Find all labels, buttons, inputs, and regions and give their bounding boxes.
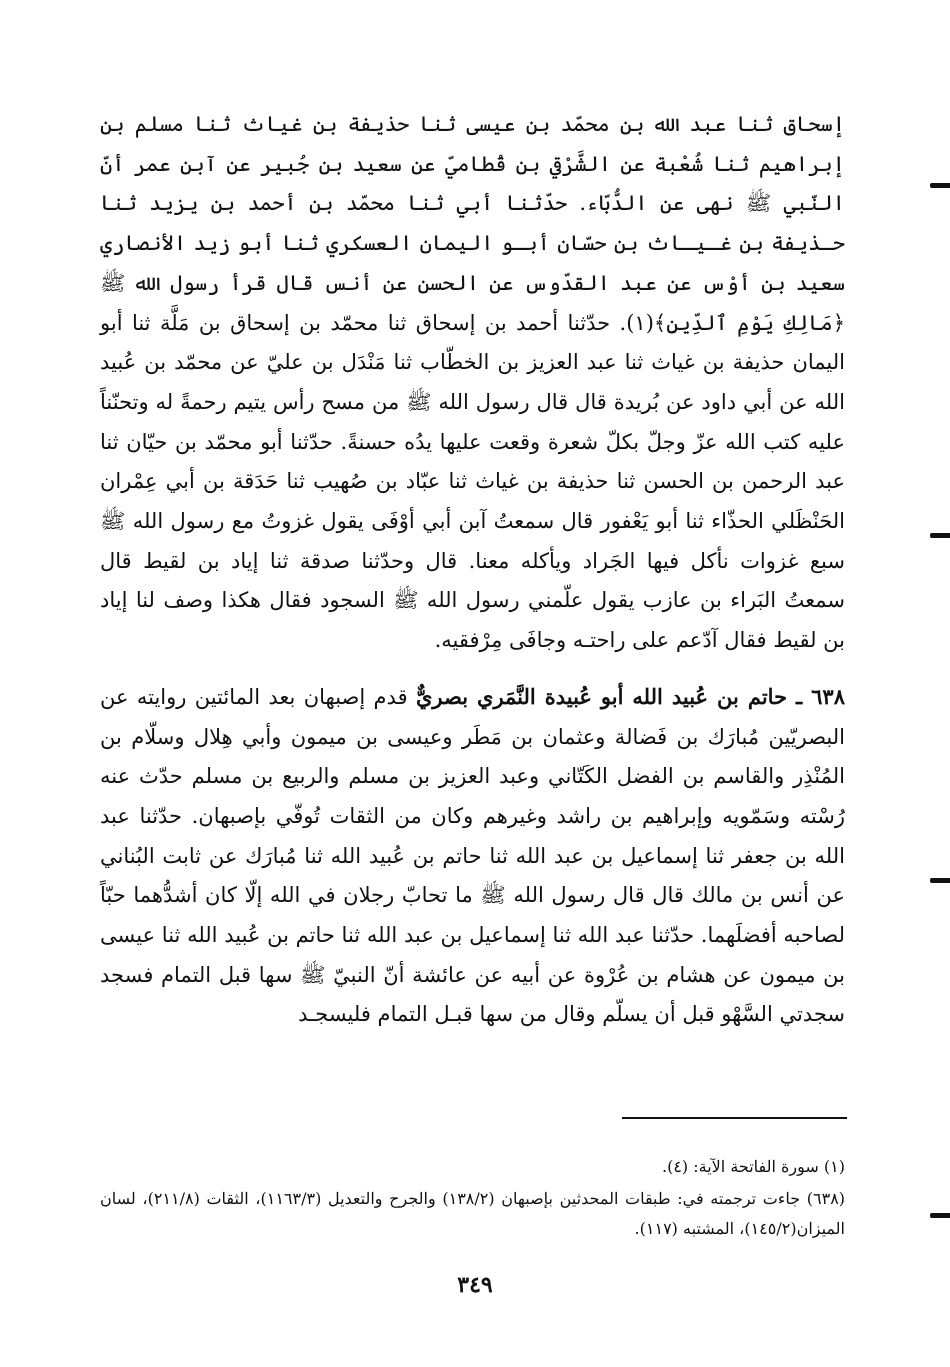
page-number: ٣٤٩ — [457, 1272, 493, 1298]
binding-edge-mark — [930, 533, 950, 538]
footnotes — [100, 1152, 845, 1246]
footnote-638: (٦٣٨) جاءت ترجمته في: طبقات المحدثين بإصبهان (١٣٨/٢) والجرح والتعديل (١١٦٣/٣)، الثقات (٢١١/٨)، لسان الميزان(١٤٥/٢)، المشتبه (١١٧). — [100, 1189, 846, 1238]
footnote-1: (١) سورة الفاتحة الآية: (٤). — [661, 1157, 845, 1176]
binding-edge-mark — [930, 1213, 950, 1218]
entry-heading: ٦٣٨ ـ حاتم بن عُبيد الله أبو عُبيدة النَّمَري بصريٌّ — [415, 683, 845, 709]
binding-edge-mark — [930, 183, 950, 188]
main-text-body — [100, 105, 845, 1035]
paragraph-hadith-chains: إسحاق ثنا عبد الله بن محمّد بن عيسى ثنا حذيفة بن غياث ثنا مسلم بن إبراهيم ثنا شُعْبة عن الشَّرْقي بن قُطاميّ عن سعيد بن جُبير عن آبن عمر أنّ النّبي ﷺ نهى عن الدُّبّاء. حدّثنا أبي ثنا محمّد بن أحمد بن يزيد ثنا حـذيفة بن غـيـاث بن حسّان أبـو اليمان العسكري ثنا أبو زيد الأنصاري سعيد بن أوْس عن عبد القدّوس عن الحسن عن أنس قال قرأ رسول الله ﷺ ﴿مَالِكِ يَوْمِ ٱلدِّينِ﴾(١). حدّثنا أحمد بن إسحاق ثنا محمّد بن إسحاق بن مَلَّة ثنا أبو اليمان حذيفة بن غياث ثنا عبد العزيز بن الخطّاب ثنا مَنْدَل بن عليّ عن محمّد بن عُبيد الله عن أبي داود عن بُريدة قال قال رسول الله ﷺ من مسح رأس يتيم رحمةً له وتحنّناً عليه كتب الله عزّ وجلّ بكلّ شعرة وقعت عليها يدُه حسنةً. حدّثنا أبو محمّد بن حيّان ثنا عبد الرحمن بن الحسن ثنا حذيفة بن غياث ثنا عبّاد بن صُهيب ثنا حَدَقة بن أبي عِمْران الحَنْظَلي الحذّاء ثنا أبو يَعْفور قال سمعتُ آبن أبي أوْفَى يقول غزوتُ مع رسول الله ﷺ سبع غزوات نأكل فيها الجَراد ويأكله معنا. قال وحدّثنا صدقة ثنا إياد بن لقيط قال سمعتُ البَراء بن عازب يقول علّمني رسول الله ﷺ السجود فقال هكذا وصف لنا إياد بن لقيط فقال آدّعم على راحتـه وجافَى مِرْفقيه. — [100, 112, 845, 653]
entry-body: قدم إصبهان بعد المائتين روايته عن البصريّين مُبارَك بن فَضالة وعثمان بن مَطَر وعيسى بن ميمون وأبي هِلال وسلّام بن المُنْذِر والقاسم بن الفضل الكَتّاني وعبد العزيز بن مسلم والربيع بن مسلم حدّث عنه رُسْته وسَمّويه وإبراهيم بن راشد وغيرهم وكان من الثقات تُوفّي بإصبهان. حدّثنا عبد الله بن جعفر ثنا إسماعيل بن عبد الله ثنا حاتم بن عُبيد الله ثنا مُبارَك عن ثابت البُناني عن أنس بن مالك قال قال رسول الله ﷺ ما تحابّ رجلان في الله إلّا كان أشدُّهما حبّاً لصاحبه أفضلَهما. حدّثنا عبد الله ثنا إسماعيل بن عبد الله ثنا حاتم بن عُبيد الله ثنا عيسى بن ميمون عن هشام بن عُرْوة عن أبيه عن عائشة أنّ النبيّ ﷺ سها قبل التمام فسجد سجدتي السَّهْو قبل أن يسلّم وقال من سها قبـل التمام فليسجـد — [100, 684, 845, 1027]
paragraph-entry-638 — [100, 677, 845, 1035]
footnote-divider — [622, 1117, 847, 1119]
binding-edge-mark — [930, 878, 950, 883]
